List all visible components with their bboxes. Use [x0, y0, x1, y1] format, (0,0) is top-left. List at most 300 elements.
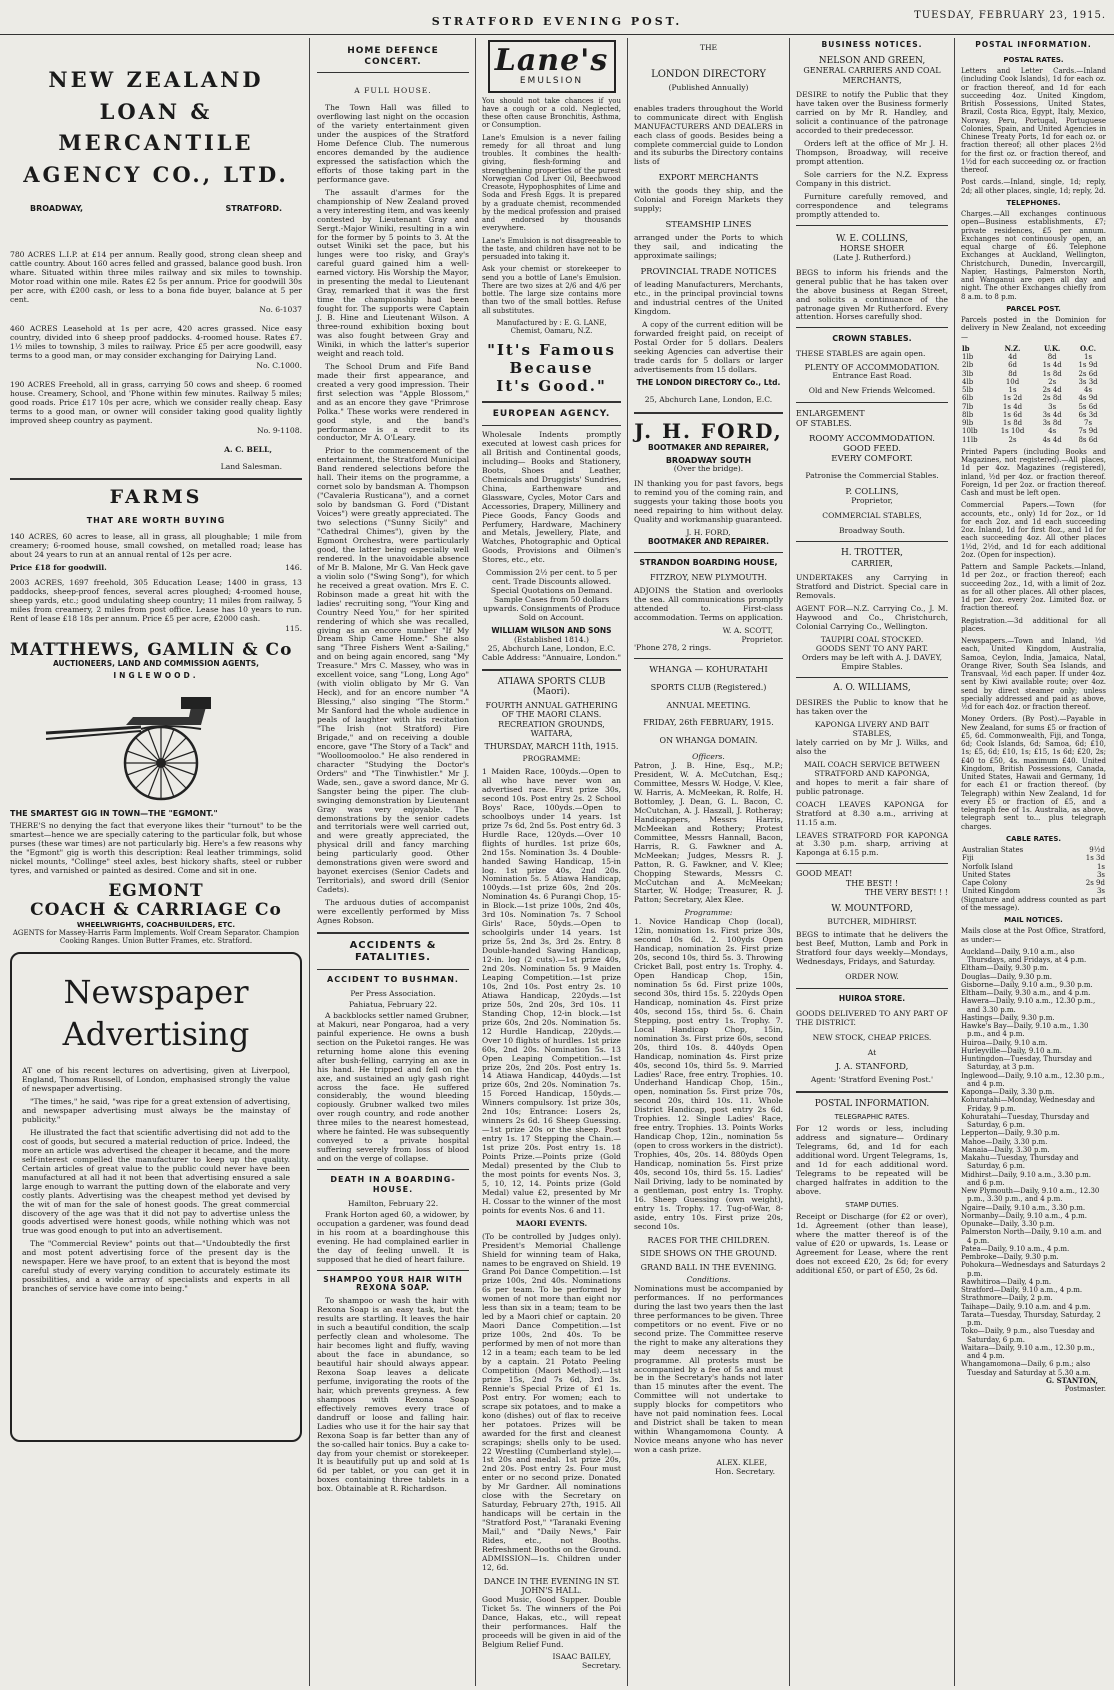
meat-line-3: THE VERY BEST! ! ! [864, 888, 948, 898]
nelson-green-para-3: Sole carriers for the N.Z. Express Company in this district. [796, 169, 948, 188]
bushman-text: A backblocks settler named Grubner, at Makuri, near Pongaroa, had a very painful experience. He owns a bush section on the Puketoi ranges. He was returning home alone this evening after bush-felling, carrying an axe in his hand. He tripped and fell on the axe, and sustained an ugly gash right across the face. He suffered considerably, the wound bleeding copiously. Grubner walked two miles over rough country, and rode another three miles to the nearest homestead, where he fainted. He was subsequently conveyed to a private hospital suffering severely from loss of blood and on the verge of collapse. [317, 1010, 469, 1164]
mail-notice-item: Makahu—Tuesday, Thursday and Saturday, 6 p.m. [961, 1154, 1079, 1171]
mountford-order: ORDER NOW. [845, 972, 899, 982]
collins-heading: W. E. COLLINS, [835, 233, 909, 244]
postal-information-heading: POSTAL INFORMATION. [975, 40, 1092, 49]
whanga-officers: Patron, J. B. Hine, Esq., M.P.; President, W. A. McCutchan, Esq.; Committee, Messrs W. Hodge, V. Klee, W. Harris, A. McMeekan, R. Rolfe, H. Bottomley, J. Dean, G. L. Bacon, C. McCutchan, A. J. Haszall, J. Rotheray; Handicappers, Messrs Harris, McMeekan and Rothery; Protest Committee, Messrs Hannall, Bacon, Harris, R. G. Fawkner and A. McMeekan; Judges, Messrs R. J. Patton, R. G. Fawkner, and V. Klee; Chopping Stewards, Messrs C. McCutchan and A. McMeekan; Starter, W. Hodge; Treasurer, R. J. Patton; Secretary, Alex Klee. [634, 761, 783, 905]
mail-notice-item: Waitara—Daily, 9.10 a.m., 12.30 p.m., and 4 p.m. [961, 1343, 1095, 1361]
european-agency-para-1: Wholesale Indents promptly executed at lowest cash prices for all British and Continental goods, including— Books and Stationery, Boots, Shoes and Leather, Chemicals and Druggists' Sundries, China, Earthenware and Glassware, Cycles, Motor Cars and Accessories, Drapery, Millinery and Piece Goods, Fancy Goods and Perfumery, Hardware, Machinery and Metals, Jewellery, Plate, and Watches, Photographic and Optical Goods, Provisions and Oilmen's Stores, etc., etc. [482, 429, 621, 565]
mail-notice-item: New Plymouth—Daily, 9.10 a.m., 12.30 p.m., 3.30 p.m., and 4 p.m. [961, 1187, 1100, 1204]
news-heading-2: Advertising [62, 1015, 250, 1054]
cable-cell: 9½d [1089, 846, 1105, 855]
parcel-cell: 6lb [962, 394, 974, 403]
directory-heading-steamship: STEAMSHIP LINES [665, 220, 752, 231]
news-para-1: AT one of his recent lectures on advertising, given at Liverpool, England, Thomas Russell, of London, emphasised strongly the value of newspaper advertising. [22, 1066, 290, 1094]
huiroa-heading: HUIROA STORE. [838, 994, 906, 1003]
mail-notice-item: Whangamomona—Daily, 6 p.m.; also Tuesday and Saturday at 5.30 a.m. [961, 1360, 1091, 1377]
parcel-cell: 6d [1008, 361, 1017, 370]
parcel-cell: 2s 6d [1078, 369, 1098, 378]
mail-notice-item: Opunake—Daily, 3.30 p.m. [961, 1220, 1055, 1229]
cable-row [961, 846, 1106, 854]
mail-notice-item: Ngaire—Daily, 9.10 a.m., 3.30 p.m. [961, 1203, 1086, 1212]
newspaper-title: STRATFORD EVENING POST. [431, 15, 683, 28]
egmont-heading-1: EGMONT [108, 880, 204, 901]
nelson-green-subheading: GENERAL CARRIERS AND COAL MERCHANTS, [803, 66, 941, 85]
parcel-cell: 1s 8d [1002, 419, 1023, 428]
huiroa-at: At [867, 1047, 877, 1057]
parcel-cell: 8lb [962, 410, 974, 419]
collins-late: (Late J. Rutherford.) [833, 252, 911, 262]
mountford-heading: W. MOUNTFORD, [831, 903, 913, 914]
registration-text: Registration.—3d additional for all places. [961, 616, 1106, 633]
news-heading-1: Newspaper [63, 972, 249, 1011]
mail-notice-item: Rawhitiroa—Daily, 4 p.m. [961, 1277, 1052, 1286]
cable-rates-note: (Signature and address counted as part of the message). [961, 895, 1106, 912]
mail-notice-item: Lepperton—Daily, 9.30 p.m. [961, 1129, 1060, 1138]
parcel-cell: 1s 10d [1000, 427, 1025, 436]
parcel-cell: 1s 9d [1078, 361, 1098, 370]
nelson-green-para-2: Orders left at the office of Mr J. H. Thompson, Broadway, will receive prompt attention. [796, 139, 948, 166]
directory-company: THE LONDON DIRECTORY Co., Ltd. [636, 377, 781, 387]
boarding-phone: 'Phone 278, 2 rings. [634, 643, 712, 653]
collins-trade: HORSE SHOER [839, 244, 905, 254]
bushman-source: Per Press Association. [350, 988, 436, 998]
cable-row [961, 879, 1106, 887]
egmont-subheading: WHEELWRIGHTS, COACHBUILDERS, ETC. [76, 920, 236, 929]
parcel-cell: 3s 4d [1042, 410, 1062, 419]
column-6 [957, 38, 1110, 1686]
mail-notice-item: Douglas—Daily, 9.30 p.m. [961, 972, 1052, 981]
newspapers-text: Newspapers.—Town and Inland, ½d each, United Kingdom, Australia, Samoa, Ceylon, India, Jamaica, Natal, Orange River, South Sea Islands, and Transvaal, ½d each paper. If under 4oz. sent by Kiwi available route; over 4oz. send by direct steamer only; unless specially addressed and paid as above, ½d for each 4oz. or fraction thereof. [961, 637, 1106, 712]
parcel-cell: 7s [1084, 419, 1093, 428]
directory-para-1: enables traders throughout the World to communicate direct with English MANUFACTURERS AND DEALERS in each class of goods. Besides being a complete commercial guide to London and its suburbs the Directory contains lists of [634, 103, 783, 167]
ford-heading: J. H. FORD, [634, 419, 783, 444]
column-5 [792, 38, 952, 1686]
nz-listing-2: 460 ACRES Leasehold at 1s per acre, 420 acres grassed. Nice easy country, divided into 6 sheep proof paddocks. 4-roomed house. Rates £7. 1½ miles to township, 3 miles to railway. Price £5 per acre goodwill, easy terms to a good man, or may consider exchanging for Dairying Land. [10, 324, 302, 360]
meat-line-2: THE BEST! ! [845, 878, 899, 888]
cable-row [961, 871, 1106, 879]
mgc-subheading: AUCTIONEERS, LAND AND COMMISSION AGENTS, [52, 658, 260, 668]
ford-address: BROADWAY SOUTH [665, 455, 752, 465]
famous-line-3: It's Good." [496, 377, 607, 396]
parcel-cell: 4s [1084, 386, 1093, 395]
directory-para-4: of leading Manufacturers, Merchants, etc., in the principal provincial towns and industrial centres of the United Kingdom. [634, 280, 783, 316]
parcel-row [961, 378, 1106, 386]
nz-address-left: BROADWAY, [30, 204, 84, 213]
enlargement-sign-address: Broadway South. [839, 525, 905, 535]
news-para-3: He illustrated the fact that scientific advertising did not add to the cost of goods, but secured a material reduction of price. Indeed, the more an article was advertised the cheaper it became, and the more self-interest compelled the manufacturer to keep up the quality. Certain articles of great value to the public could never have been manufactured at all had it not been that advertising ensured a sale large enough to warrant the putting down of the elaborate and very costly plants. Advertising was the cheapest method yet devised by the wit of man for the sale of honest goods. The great commercial discovery of the age was that it did not pay to advertise unless the goods advertised were honest goods, while nothing which was not true was good enough to put into an advertisement. [22, 1127, 290, 1236]
nz-heading-1: NEW ZEALAND [48, 67, 264, 92]
enlargement-comfort: EVERY COMFORT. [831, 454, 913, 465]
lanes-logo [488, 40, 616, 93]
parcel-row [961, 394, 1106, 402]
money-orders-text: Money Orders. (By Post).—Payable in New Zealand, for sums £5 or fraction of £5, 6d. Commonwealth, Fiji, and Tonga, 6d; Cook Islands, 6d; Samoa, 6d; £10, 1s; £5, 6d; £10, 1s; £15, 1s 6d; £20, 2s; £40 to £50, 4s. maximum £40. United Kingdom, British Possessions, Canada, United States, Hawaii and Germany, 1d for each £1 or fraction thereof. (by Telegraph) within New Zealand, 1d for every £5 or fraction of £5, and a telegraph fee of 1s. Australia, as above, telegraph sent to... plus telegraph charges. [961, 715, 1106, 831]
gig-heading: THE SMARTEST GIG IN TOWN—THE "EGMONT." [10, 808, 218, 818]
mail-notice-item: Stratford—Daily, 9.10 a.m., 4 p.m. [961, 1286, 1083, 1295]
mail-notice-item: Normanby—Daily, 9.10 a.m., 4 p.m. [961, 1211, 1087, 1220]
crown-stables-welcome: Old and New Friends Welcomed. [808, 386, 936, 396]
bushman-heading: ACCIDENT TO BUSHMAN. [327, 974, 459, 984]
parcel-row [961, 411, 1106, 419]
williams-leaves-stratford: LEAVES STRATFORD FOR KAPONGA at 3.30 p.m. sharp, arriving at Kaponga at 6.15 p.m. [796, 830, 948, 858]
masthead [0, 0, 1114, 35]
parcel-column-header: O.C. [1080, 343, 1097, 353]
trotter-orders: Orders may be left with A. J. DAVEY, Empire Stables. [801, 652, 943, 671]
mail-notice-item: Pembroke—Daily, 9.30 p.m. [961, 1253, 1059, 1262]
nelson-green-para-1: DESIRE to notify the Public that they have taken over the Business formerly carried on by Mr R. Handley, and solicit a continuance of the patronage accorded to their predecessor. [796, 90, 948, 136]
postal-info-heading: POSTAL INFORMATION. [814, 1098, 930, 1109]
side-shows: SIDE SHOWS ON THE GROUND. [640, 1249, 777, 1259]
famous-line-1: "It's Famous [487, 341, 616, 360]
parcel-row [961, 386, 1106, 394]
mountford-trade: BUTCHER, MIDHIRST. [827, 917, 917, 927]
egmont-agents: AGENTS for Massey-Harris Farm Implements. Wolf Cream Separator. Champion Cooking Ranges. Union Butter Frames, etc. Stratford. [12, 929, 300, 946]
parcel-cell: 4d [1008, 353, 1017, 362]
conditions-label: Conditions. [686, 1275, 731, 1284]
enlargement-roomy: ROOMY ACCOMMODATION. [809, 434, 935, 445]
nz-heading-3: AGENCY CO., LTD. [23, 161, 289, 187]
cable-cell: 3s [1096, 887, 1105, 896]
trotter-coal: TAUPIRI COAL STOCKED. [820, 634, 924, 644]
parcel-cell: 4lb [962, 377, 974, 386]
nz-address-right: STRATFORD. [225, 204, 282, 213]
parcel-cell: 2lb [962, 361, 974, 370]
european-agency-established: (Established 1814.) [514, 634, 589, 644]
farms-listing-2-number: 115. [285, 623, 302, 633]
parcel-column-header: lb [962, 343, 970, 353]
lanes-word: Lane's [494, 43, 609, 78]
death-date: Hamilton, February 22. [347, 1198, 439, 1208]
whanga-date: FRIDAY, 26th FEBRUARY, 1915. [643, 718, 774, 728]
conditions-sign-title: Hon. Secretary. [715, 1467, 775, 1477]
parcel-row [961, 353, 1106, 361]
cable-cell: Fiji [962, 854, 974, 863]
column-4 [630, 38, 787, 1686]
parcel-cell: 8s 6d [1078, 435, 1098, 444]
mail-notice-item: Hastings—Daily, 9.30 p.m. [961, 1013, 1055, 1022]
directory-address: 25, Abchurch Lane, London, E.C. [644, 394, 773, 404]
dance-text: Good Music, Good Supper. Double Ticket 5s. The winners of the Poi Dance, Hakas, etc., will repeat their performances. Half the proceeds will be given in aid of the Belgium Relief Fund. [482, 1594, 621, 1649]
atiawa-heading: ATIAWA SPORTS CLUB (Maori). [497, 676, 606, 698]
farms-listing-2: 2003 ACRES, 1697 freehold, 305 Education Lease; 1400 in grass, 13 paddocks, sheep-proof fences, several acres ploughed; 4-roomed house, sheep yards, etc.; good undulating sheep country; 11 miles from railway, 5 miles from creamery, 2 miles from post office. Lease has 10 years to run. Rent of lease £18 18s per annum. Price £5 per acre, £2000 cash. [10, 578, 302, 623]
parcel-cell: 7lb [962, 402, 974, 411]
mail-notice-item: Auckland—Daily, 9.10 a.m., also Thursdays, and Fridays, at 4 p.m. [961, 947, 1087, 965]
famous-line-2: Because [509, 359, 594, 378]
lanes-manufacturer: Manufactured by : E. G. LANE, Chemist, Oamaru, N.Z. [496, 318, 607, 336]
boarding-text: ADJOINS the Station and overlooks the sea. All communications promptly attended to. First-class accommodation. Terms on application. [634, 585, 783, 622]
nz-address-line [30, 204, 282, 213]
mail-notice-item: Eltham—Daily, 9.30 a.m., and 4 p.m. [961, 989, 1091, 998]
pattern-packets-text: Pattern and Sample Packets.—Inland, 1d per 2oz., or fraction thereof; each succeeding 2oz., 1d, with a limit of 2oz. as for all other places. All other places, 1d per 2oz. every 2oz. Limited 8oz. or fraction thereof. [961, 563, 1106, 613]
directory-published: (Published Annually) [668, 82, 749, 92]
european-agency-address: 25, Abchurch Lane, London, E.C. Cable Address: "Annuaire, London." [482, 643, 621, 662]
cable-rates-table [961, 846, 1106, 896]
concert-subheading: A FULL HOUSE. [354, 86, 432, 96]
cable-cell: 2s 9d [1085, 879, 1105, 888]
huiroa-name: J. A. STANFORD, [835, 1061, 909, 1072]
commercial-papers-text: Commercial Papers.—Town (for accounts, etc., only) 1d for 2oz., or 1d for each 2oz. and 1d each succeeding 2oz. Inland, 1d for first 8oz., and 1d for each succeeding 4oz. All other places 1½d, 2½d, and 1d for each additional 2oz. (Open for inspection). [961, 501, 1106, 559]
williams-stables: KAPONGA LIVERY AND BAIT STABLES, [814, 720, 930, 738]
parcel-cell: 8d [1008, 369, 1017, 378]
mail-notice-item: Hawke's Bay—Daily, 9.10 a.m., 1.30 p.m., and 4 p.m. [961, 1022, 1089, 1039]
mgc-heading: MATTHEWS, GAMLIN & Co [10, 639, 293, 660]
directory-heading-provincial: PROVINCIAL TRADE NOTICES [640, 267, 777, 278]
telephones-heading: TELEPHONES. [1006, 198, 1061, 207]
mail-notice-item: Taihape—Daily, 9.10 a.m. and 4 p.m. [961, 1302, 1091, 1311]
mail-notice-item: Hawera—Daily, 9.10 a.m., 12.30 p.m., and 3.30 p.m. [961, 997, 1096, 1014]
mail-notices-intro: Mails close at the Post Office, Stratford, as under:— [961, 927, 1106, 944]
cable-row [961, 887, 1106, 895]
mail-notice-item: Tarata—Tuesday, Thursday, Saturday, 2 p.m. [961, 1310, 1101, 1328]
enlargement-heading: ENLARGEMENT OF STABLES. [796, 409, 865, 428]
telegraphic-rates-heading: TELEGRAPHIC RATES. [834, 1113, 910, 1122]
dance-secretary-name: ISAAC BAILEY, [552, 1652, 611, 1662]
stamp-duties-heading: STAMP DUTIES. [845, 1201, 899, 1210]
parcel-cell: 7s 9d [1078, 427, 1098, 436]
maori-events-text: (To be controlled by Judges only). President's Memorial Challenge Shield for winning team of Haka, names to be engraved on Shield. 19 Grand Poi Dance Competition.—1st prize 100s, 2nd 40s. Nominations 6s per team. To be performed by women of not more than eight nor less than six in a team; team to be led by a Maori chief or captain. 20 Maori Dance Competition.—1st prize 100s, 2nd 40s. To be performed by men of not more than 12 in a team; each team to be led by a captain. 21 Potato Peeling Competition (Maori Method).—1st prize 15s, 2nd 7s 6d, 3rd 3s. Rennie's Special Prize of £1 1s. Post entry. For women; each to scrape six potatoes, and to make a kono (dishes) out of flax to receive her potatoes. Prizes will be awarded for the first and cleanest scrapings; shells only to be used. 22 Wrestling (Cumberland style).—1st 20s and medal. 1st prize 20s, 2nd 20s. Post entry 2s. Four must enter or no second prize. Donated by Mr Gardner. All nominations close with the Secretary on Saturday, February 27th, 1915. All handicaps will be certain in the "Stratford Post," "Taranaki Evening Mail," and "Daily News," Fair Rides, etc., not Booths. Refreshment Booths on the Ground. ADMISSION—1s. Children under 12, 6d. [482, 1231, 622, 1572]
cable-cell: Norfolk Island [962, 862, 1013, 871]
nz-listing-3: 190 ACRES Freehold, all in grass, carrying 50 cows and sheep. 6 roomed house. Creamery, School, and 'Phone within few minutes. Railway 5 miles; good roads. Price £17 10s per acre, which we consider really cheap. Easy terms to a good man, or owner will consider taking good quality lightly improved sheep country as payment. [10, 379, 302, 425]
mail-notices-list [961, 948, 1106, 1377]
cable-cell: 1s [1096, 862, 1105, 871]
cable-cell: United Kingdom [962, 887, 1021, 896]
concert-heading: HOME DEFENCE CONCERT. [347, 46, 439, 67]
parcel-post-heading: PARCEL POST. [1006, 304, 1061, 313]
parcel-cell: 6s 3d [1078, 410, 1098, 419]
conditions-text: Nominations must be accompanied by performances. If no performances during the last two years then the last three performances to be given. Three competitors or no event. Five or no second prize. The Committee reserve the right to make any alterations they may deem necessary in the programme. All protests must be accompanied by a fee of 5s and must be in the Secretary's hands not later than 15 minutes after the event. The Committee will not undertake to supply blocks for competitors who have not paid nomination fees. Local and District shall be taken to mean within Whangamomona County. A Novice means anyone who has never won a cash prize. [634, 1283, 783, 1455]
parcel-cell: 10lb [962, 427, 978, 436]
trotter-trade: CARRIER, [851, 558, 893, 568]
business-notices-heading: BUSINESS NOTICES. [821, 40, 923, 49]
parcel-row [961, 403, 1106, 411]
parcel-cell: 4s [1048, 427, 1057, 436]
directory-para-3: arranged under the Ports to which they sail, and indicating the approximate sailings; [634, 233, 783, 261]
whanga-officers-label: Officers. [692, 752, 725, 762]
nz-salesman: A. C. BELL, [224, 444, 272, 454]
parcel-cell: 1s [1008, 386, 1017, 395]
parcel-cell: 1s 8d [1042, 369, 1062, 378]
parcel-row [961, 361, 1106, 369]
nelson-green-para-4: Furniture carefully removed, and correspondence and telegrams promptly attended to. [796, 191, 948, 219]
ford-text: IN thanking you for past favors, begs to remind you of the coming rain, and suggests your taking those boots you need repairing to him without delay. Quality and workmanship guaranteed. [634, 479, 783, 525]
mail-notice-item: Kohuratahi—Tuesday, Thursday and Saturday, 6 p.m. [961, 1112, 1090, 1130]
concert-para-2: The assault d'armes for the championship of New Zealand proved a very interesting item, and was keenly contested by Lieutenant Gray and Sergt.-Major Winiki, resulting in a win for the former by 5 points to 3. At the outset Winiki set the pace, but his lunges were too risky, and Gray's careful guard gained him a well-earned victory. His Worship the Mayor, in presenting the medal to Lieutenant Gray, remarked that it was the first time the championship had been fought for. The supports were Captain J. B. Hine and Lieutenant Wilson. A three-round exhibition boxing bout was also fought between Gray and Winiki, in which the latter's superior weight and reach told. [317, 187, 469, 358]
cable-cell: United States [962, 870, 1011, 879]
enlargement-sign-stables: COMMERCIAL STABLES, [822, 511, 922, 521]
mail-notice-item: Patea—Daily, 9.10 a.m., 4 p.m. [961, 1244, 1070, 1253]
parcel-cell: 8d [1047, 353, 1057, 362]
european-agency-heading: EUROPEAN AGENCY. [492, 409, 611, 420]
cable-cell: Cape Colony [962, 879, 1007, 888]
huiroa-text: GOODS DELIVERED TO ANY PART OF THE DISTRICT. [796, 1008, 948, 1027]
postal-rates-text: Letters and Letter Cards.—Inland (including Cook Islands), 1d for each oz. or fraction thereof, and 1d for each succeeding 4oz. United Kingdom, British Possessions, United States, Brazil, Costa Rica, Egypt, Italy, Mexico, Norway, Peru, Portugal, Portuguese Colonies, Spain, and United Agencies in Chinese Treaty Ports, 1d for each oz. or fraction thereof; all other places 2½d for the first oz. or fraction thereof, and 1½d for each succeeding oz. or fraction thereof. [961, 67, 1106, 175]
parcel-cell: 3s 8d [1042, 419, 1062, 428]
mail-notice-item: Kaponga—Daily, 3.30 p.m. [961, 1088, 1055, 1097]
nelson-green-heading: NELSON AND GREEN, [818, 55, 926, 66]
mail-notice-item: Pohokura—Wednesdays and Saturdays 2 p.m. [961, 1261, 1106, 1278]
cable-cell: 1s 3d [1085, 854, 1105, 863]
column-2 [313, 38, 473, 1686]
maori-events-heading: MAORI EVENTS. [515, 1218, 588, 1228]
shampoo-text: To shampoo or wash the hair with Rexona Soap is an easy task, but the results are startling. It leaves the hair in such a beautiful condition, the scalp perfectly clean and wholesome. The hair becomes light and fluffy, waving about the face in abundance, so beautiful hair should always appear. Rexona Soap leaves a delicate perfume, invigorating the roots of the hair, which prevents greyness. A few shampoos with Rexona Soap effectively removes every trace of dandruff or loose and falling hair. Ladies who use it for the hair say that Rexona Soap is far better than any of the so-called hair tonics. Buy a cake to-day from your chemist or storekeeper. It is beautifully put up and sold at 1s 6d per tablet, or you can get it in boxes containing three tablets in a box. Obtainable at R. Richardson. [317, 1296, 469, 1494]
trotter-heading: H. TROTTER, [840, 547, 904, 558]
lanes-emulsion: EMULSION [519, 76, 584, 86]
mail-notice-item: Mahoe—Daily, 3.30 p.m. [961, 1137, 1048, 1146]
parcel-cell: 3s [1048, 402, 1057, 411]
concert-para-1: The Town Hall was filled to overflowing last night on the occasion of the variety entertainment given under the auspices of the Stratford Home Defence Club. The numerous encores demanded by the audience expressed the satisfaction which the efforts of those taking part in the performance gave. [317, 103, 469, 184]
column-3 [478, 38, 625, 1686]
parcel-cell: 1s 2d [1002, 394, 1023, 403]
parcel-cell: 4s 9d [1078, 394, 1098, 403]
stamp-duties-text: Receipt or Discharge (for £2 or over), 1d. Agreement (other than lease), where the matter thereof is of the value of £20 or upwards, 1s. Lease or Agreement for Lease, where the rent does not exceed £20, 2s 6d; for every additional £50, or part of £50, 2s 6d. [796, 1212, 948, 1276]
mail-notice-item: Strathmore—Daily, 2 p.m. [961, 1294, 1053, 1303]
lanes-para-2: Lane's Emulsion is a never failing remedy for all throat and lung troubles. It combines the health-giving, flesh-forming and strengthening properties of the purest Norwegian Cod Liver Oil, Beechwood Creasote, Hypophosphites of Lime and Soda and Fresh Eggs. It is prepared by a graduate chemist, recommended by the medical profession and praised and endorsed by thousands everywhere. [482, 133, 621, 233]
directory-title: LONDON DIRECTORY [651, 68, 766, 80]
grand-ball: GRAND BALL IN THE EVENING. [640, 1262, 777, 1272]
mail-notice-item: Huntingdon—Tuesday, Thursday and Saturday, at 3 p.m. [961, 1055, 1093, 1072]
boarding-sign-title: Proprietor. [741, 634, 783, 644]
telephones-text: Charges.—All exchanges continuous open—Business establishments, £7; private residences, £5 per annum. Exchanges not continuously open, an equal charge of £6. Telephone Exchanges at Auckland, Wellington, Christchurch, Dunedin, Invercargill, Napier, Hastings, Palmerston North, and Wanganui are open all day and night. The other Exchanges chiefly from 8 a.m. to 8 p.m. [961, 210, 1106, 301]
mail-notice-item: Palmerston North—Daily, 9.10 a.m. and 4 p.m. [961, 1228, 1102, 1245]
death-text: Frank Horton aged 60, a widower, by occupation a gardener, was found dead in his room at a boardinghouse this evening. He had complained earlier in the day of feeling unwell. It is supposed that he died of heart failure. [317, 1209, 469, 1264]
ford-sign-name: J. H. FORD, [686, 528, 731, 538]
parcel-column-header: U.K. [1043, 343, 1061, 353]
telegraphic-rates-text: For 12 words or less, including address and signature— Ordinary Telegrams, 6d, and 1d for each additional word. Urgent Telegrams, 1s, and 1d for each additional word. Telegrams to be repeated will be charged halfrates in addition to the above. [796, 1124, 948, 1197]
european-agency-para-2: Commission 2½ per cent. to 5 per cent. Trade Discounts allowed. Special Quotations on Demand. Sample Cases from 50 dollars upwards. Consignments of Produce Sold on Account. [483, 568, 620, 623]
whanga-location: ON WHANGA DOMAIN. [659, 735, 758, 745]
parcel-cell: 1s 4d [1002, 402, 1023, 411]
mail-notice-item: Hurleyville—Daily, 9.10 a.m. [961, 1046, 1062, 1055]
postal-rates-heading: POSTAL RATES. [1003, 55, 1064, 64]
concert-para-4: Prior to the commencement of the entertainment, the Stratford Municipal Band rendered selections before the hall. Their items on the programme, a cornet solo by bandsman A. Thompson ("Cavaleria Rusticana"), and a cornet solo by bandsman G. Ford ("Distant Voices") were greatly appreciated. The two selections ("Sunny Sicily" and "Cathedral Chimes"), given by the Egmont Orchestra, were particularly good, the latter being especially well rendered. In the unavoidable absence of Mr B. Malone, Mr G. Van Heck gave a violin solo ("Swing Song"), for which he received a great ovation. Mrs E. C. Robinson made a great hit with the ladies' recruiting song, "Your King and Country Need You," for her spirited rendering of which she was recalled, giving as an encore number "If My Dream Ship Came Home." She also sang "Three Fishers Went a-Sailing," and on being again encored, sang "My Treasure." Mrs C. Massey, who was in excellent voice, sang "Long, Long Ago" (with violin obligato by Mr G. Van Heck), and for an encore number "A Blessing," also singing "The Storm." Mr Sanford had the whole audience in peals of laughter with his recitation "The Irish (not Stratford) Fire Brigade," and on receiving a double encore, gave "The Story of a Tack" and "Woolloomooloo." He also rendered in character "Studying the Doctor's Orders" and "The Tinwhistler." Mr J. Wade, sen., gave a sword dance, Mr G. Sangster being the piper. The club-swinging demonstration by Lieutenant Gray was very enjoyable. The demonstrations by the senior cadets and territorials were well carried out, and were greatly appreciated, the physical drill and fancy marching being particularly good. Other demonstrations given were sword and bayonet exercises (Senior Cadets and Territorials), and sword drill (Senior Cadets). [317, 446, 469, 895]
huiroa-agent: Agent: 'Stratford Evening Post.' [810, 1074, 934, 1084]
williams-text-2: lately carried on by Mr J. Wilks, and also the [796, 737, 948, 756]
cable-rates-heading: CABLE RATES. [1005, 834, 1062, 843]
trotter-text: UNDERTAKES any Carrying in Stratford and District. Special care in Removals. [796, 572, 948, 600]
issue-date: TUESDAY, FEBRUARY 23, 1915. [914, 10, 1106, 21]
parcel-cell: 5lb [962, 386, 974, 395]
parcel-post-text: Parcels posted in the Dominion for delivery in New Zealand, not exceeding— [961, 316, 1106, 341]
column-1 [6, 38, 306, 1686]
parcel-cell: 2s [1008, 435, 1017, 444]
whanga-programme-label: Programme: [684, 908, 733, 918]
williams-text-3: and hopes to merit a fair share of public patronage. [796, 777, 948, 796]
enlargement-feed: GOOD FEED. [843, 444, 901, 455]
ford-over-bridge: (Over the bridge). [673, 464, 744, 474]
mail-notice-item: Midhirst—Daily, 9.10 a.m., 3.30 p.m. and 6 p.m. [961, 1170, 1092, 1187]
concert-para-5: The arduous duties of accompanist were excellently performed by Miss Agnes Robson. [317, 898, 469, 925]
farms-heading: FARMS [109, 485, 203, 508]
parcel-cell: 1s 4d [1042, 361, 1062, 370]
postmaster-title: Postmaster. [1064, 1385, 1106, 1394]
gig-text: THERE'S no denying the fact that everyone likes their "turnout" to be the smartest—hence we are specially catering to the particular folk, but whose purses (these war times) are not particularly big. Here's a few reasons why the "Egmont" gig is worth this description: Real leather trimmings, solid nickel mounts, "Collinge" steel axles, best hickory shafts, steel or rubber tyres, and varnished or painted as desired. Come and sit in one. [10, 821, 302, 875]
directory-para-5: A copy of the current edition will be forwarded freight paid, on receipt of Postal Order for 5 dollars. Dealers seeking Agencies can advertise their trade cards for 5 dollars or larger advertisements from 15 dollars. [634, 319, 783, 374]
crown-stables-entrance: Entrance East Road. [832, 371, 912, 381]
cable-row [961, 854, 1106, 862]
nz-salesman-title: Land Salesman. [220, 461, 282, 471]
directory-the: THE [699, 43, 718, 52]
parcel-row [961, 436, 1106, 444]
parcel-row [961, 427, 1106, 435]
williams-text: DESIRES the Public to know that he has taken over the [796, 698, 948, 717]
farms-listing-1-number: 146. [285, 563, 302, 573]
nz-heading-2: LOAN & MERCANTILE [58, 98, 254, 155]
lanes-para-1: You should not take chances if you have a cough or a cold. Neglected, these often cause Bronchitis, Asthma, or Consumption. [482, 96, 621, 130]
cable-cell: 3s [1096, 870, 1105, 879]
egmont-heading-2: COACH & CARRIAGE Co [30, 900, 282, 921]
postmaster-name: G. STANTON, [1045, 1375, 1098, 1385]
parcel-cell: 1lb [962, 353, 974, 362]
parcel-cell: 4s 4d [1042, 435, 1062, 444]
bushman-date: Pahiatua, February 22. [348, 999, 438, 1009]
children-races: RACES FOR THE CHILDREN. [647, 1235, 770, 1245]
parcel-cell: 2s [1048, 377, 1057, 386]
crown-stables-text: THESE STABLES are again open. [796, 348, 926, 358]
mail-notice-item: Eltham—Daily, 9.30 p.m. [961, 964, 1049, 973]
farms-subheading: THAT ARE WORTH BUYING [86, 515, 226, 525]
parcel-cell: 1s [1084, 353, 1093, 362]
directory-heading-export: EXPORT MERCHANTS [658, 173, 759, 184]
trotter-goods: GOODS SENT TO ANY PART. [815, 643, 929, 653]
parcel-cell: 11lb [962, 435, 978, 444]
news-para-2: "The times," he said, "was ripe for a great extension of advertising, and newspaper advertising must always be the mainstay of publicity." [22, 1097, 290, 1124]
williams-leaves-kaponga: COACH LEAVES KAPONGA for Stratford at 8.30 a.m., arriving at 11.15 a.m. [796, 799, 948, 827]
huiroa-stock: NEW STOCK, CHEAP PRICES. [812, 1032, 932, 1042]
atiawa-subheading: FOURTH ANNUAL GATHERING OF THE MAORI CLANS. RECREATION GROUNDS, WAITARA, [485, 700, 618, 739]
mail-notice-item: Kohuratahi—Monday, Wednesday and Friday, 9 p.m. [961, 1096, 1096, 1113]
parcel-cell: 3lb [962, 369, 974, 378]
crown-stables-accommodation: PLENTY OF ACCOMMODATION. [804, 362, 940, 372]
parcel-column-header: N.Z. [1004, 343, 1021, 353]
boarding-subheading: FITZROY, NEW PLYMOUTH. [650, 573, 767, 583]
conditions-sign-name: ALEX. KLEE, [716, 1458, 767, 1468]
mail-notice-item: Manaia—Daily, 3.30 p.m. [961, 1145, 1050, 1154]
williams-heading: A. O. WILLIAMS, [833, 682, 911, 693]
accidents-heading: ACCIDENTS & FATALITIES. [349, 939, 437, 963]
directory-para-2: with the goods they ship, and the Colonial and Foreign Markets they supply; [634, 186, 783, 214]
dance-heading: DANCE IN THE EVENING IN ST. JOHN'S HALL. [483, 1576, 620, 1596]
parcel-cell: 5s 6d [1078, 402, 1098, 411]
farms-listing-1: 140 ACRES, 60 acres to lease, all in grass, all ploughable; 1 mile from creamery; 6-roomed house, small cowshed, on metalled road; lease has about 24 years to run at an annual rental of 12s per acre. [10, 532, 302, 560]
atiawa-programme-items: 1 Maiden Race, 100yds.—Open to all who have never won an advertised race. First prize 30s, second 10s. Post entry 2s. 2 School Boys' Race, 100yds.—Open to schoolboys under 14 years. 1st prize 7s 6d, 2nd 5s. Post entry 6d. 3 Hurdle Race, 120yds.—Over 10 flights of hurdles. 1st prize 60s, 2nd 15s. Nomination 3s. 4 Double-handed Sawing Handicap, 15-in log. 1st prize 40s, 2nd 20s. Nomination 5s. 5 Atiawa Handicap, 100yds.—1st prize 60s, 2nd 20s. Nomination 4s. 6 Purangi Chop, 15-in Block.—1st prize 100s, 2nd 40s, 3rd 10s. Nomination 7s. 7 School Girls' Race, 50yds.—Open to schoolgirls under 14 years. 1st prize 5s, 2nd 3s, 3rd 2s. Entry. 8 Double-handed Sawing Handicap, 12-in. log (2 cuts).—1st prize 40s, 2nd 20s. Nomination 5s. 9 Maiden Leaping Competition.—1st prize 10s, 2nd 10s. Post entry 2s. 10 Atiawa Handicap, 220yds.—1st prize 50s, 2nd 20s, 3rd 10s. 11 Standing Chop, 12-in block.—1st prize 60s, 2nd 20s. Nomination 5s. 12 Hurdle Handicap, 220yds.—Over 10 flights of hurdles. 1st prize 60s, 2nd 20s. Nomination 5s. 13 Open Leaping Competition.—1st prize 20s, 2nd 20s. Post entry 1s. 14 Atiawa Handicap, 440yds.—1st prize 60s, 2nd 20s. Nomination 7s. 15 Forced Handicap, 150yds.—Winners compulsory. 1st prize 30s, 2nd 10s; Entrance: Losers 2s, winners 2s 6d. 16 Sheep Guessing.—1st prize 20s or the sheep. Post entry 1s. 17 Stepping the Chain.—1st prize 20s. Post entry 1s. 18 Points Prize.—Points prize (Gold Medal) presented by the Club to the most points for events Nos. 3, 5, 10, 12, 14. Points prize (Gold Medal) value £2, presented by Mr H. Cossar to the winner of the most points for events Nos. 6 and 11. [482, 767, 621, 1215]
parcel-cell: 10d [1005, 377, 1020, 386]
lanes-para-3: Lane's Emulsion is not disagreeable to the taste, and children have not to be persuaded into taking it. [482, 236, 621, 262]
parcel-row [961, 370, 1106, 378]
concert-para-3: The School Drum and Fife Band made their first appearance, and created a very good impression. Their first selection was "Apple Blossom," and as an encore they gave "Primrose Polka." These works were rendered in good style, and the band's performance is a credit to its conductor, Mr A. O'Leary. [317, 361, 469, 443]
nz-listing-1: 780 ACRES L.I.P. at £14 per annum. Really good, strong clean sheep and cattle country. About 160 acres felled and grassed, balance good bush. Iron whare. Situated within three miles railway and six miles to township. Motor road within one mile. Rates £2 5s per annum. Price for goodwill 30s per acre, with £200 cash, or less to a bona fide buyer, balance at 5 per cent. [10, 250, 302, 305]
death-heading: DEATH IN A BOARDING-HOUSE. [330, 1175, 456, 1194]
parcel-row [961, 419, 1106, 427]
trotter-agent: AGENT FOR—N.Z. Carrying Co., J. M. Haywood and Co., Christchurch, Colonial Carrying Co., Wellington. [796, 603, 948, 631]
cable-row [961, 863, 1106, 871]
parcel-cell: 9lb [962, 419, 974, 428]
meat-line-1: GOOD MEAT! [796, 869, 853, 879]
printed-papers-text: Printed Papers (including Books and Magazines, not registered).—All places, 1d per 4oz. Magazines (registered), inland, ½d per 4oz. or fraction thereof. Foreign, 1d per 2oz. or fraction thereof. Cash and must be left open. [961, 447, 1106, 498]
mail-notice-item: Gisborne—Daily, 9.10 a.m., 9.30 p.m. [961, 980, 1093, 989]
enlargement-sign-title: Proprietor, [851, 496, 893, 506]
boarding-heading: STRANDON BOARDING HOUSE, [639, 557, 778, 567]
whanga-meeting: ANNUAL MEETING. [666, 700, 751, 710]
ford-trade: BOOTMAKER AND REPAIRER, [647, 443, 770, 453]
nz-listing-2-number: No. C.1000. [256, 360, 302, 370]
enlargement-patronise: Patronise the Commercial Stables. [805, 471, 939, 481]
mail-notice-item: Huiroa—Daily, 9.10 a.m. [961, 1038, 1048, 1047]
mail-notices-heading: MAIL NOTICES. [1004, 916, 1063, 925]
mail-notice-item: Inglewood—Daily, 9.10 a.m., 12.30 p.m., and 4 p.m. [961, 1071, 1105, 1088]
gig-illustration [10, 685, 302, 805]
boarding-sign-name: W. A. SCOTT, [722, 625, 773, 635]
williams-mail-coach: MAIL COACH SERVICE BETWEEN STRATFORD AND KAPONGA, [803, 759, 941, 778]
